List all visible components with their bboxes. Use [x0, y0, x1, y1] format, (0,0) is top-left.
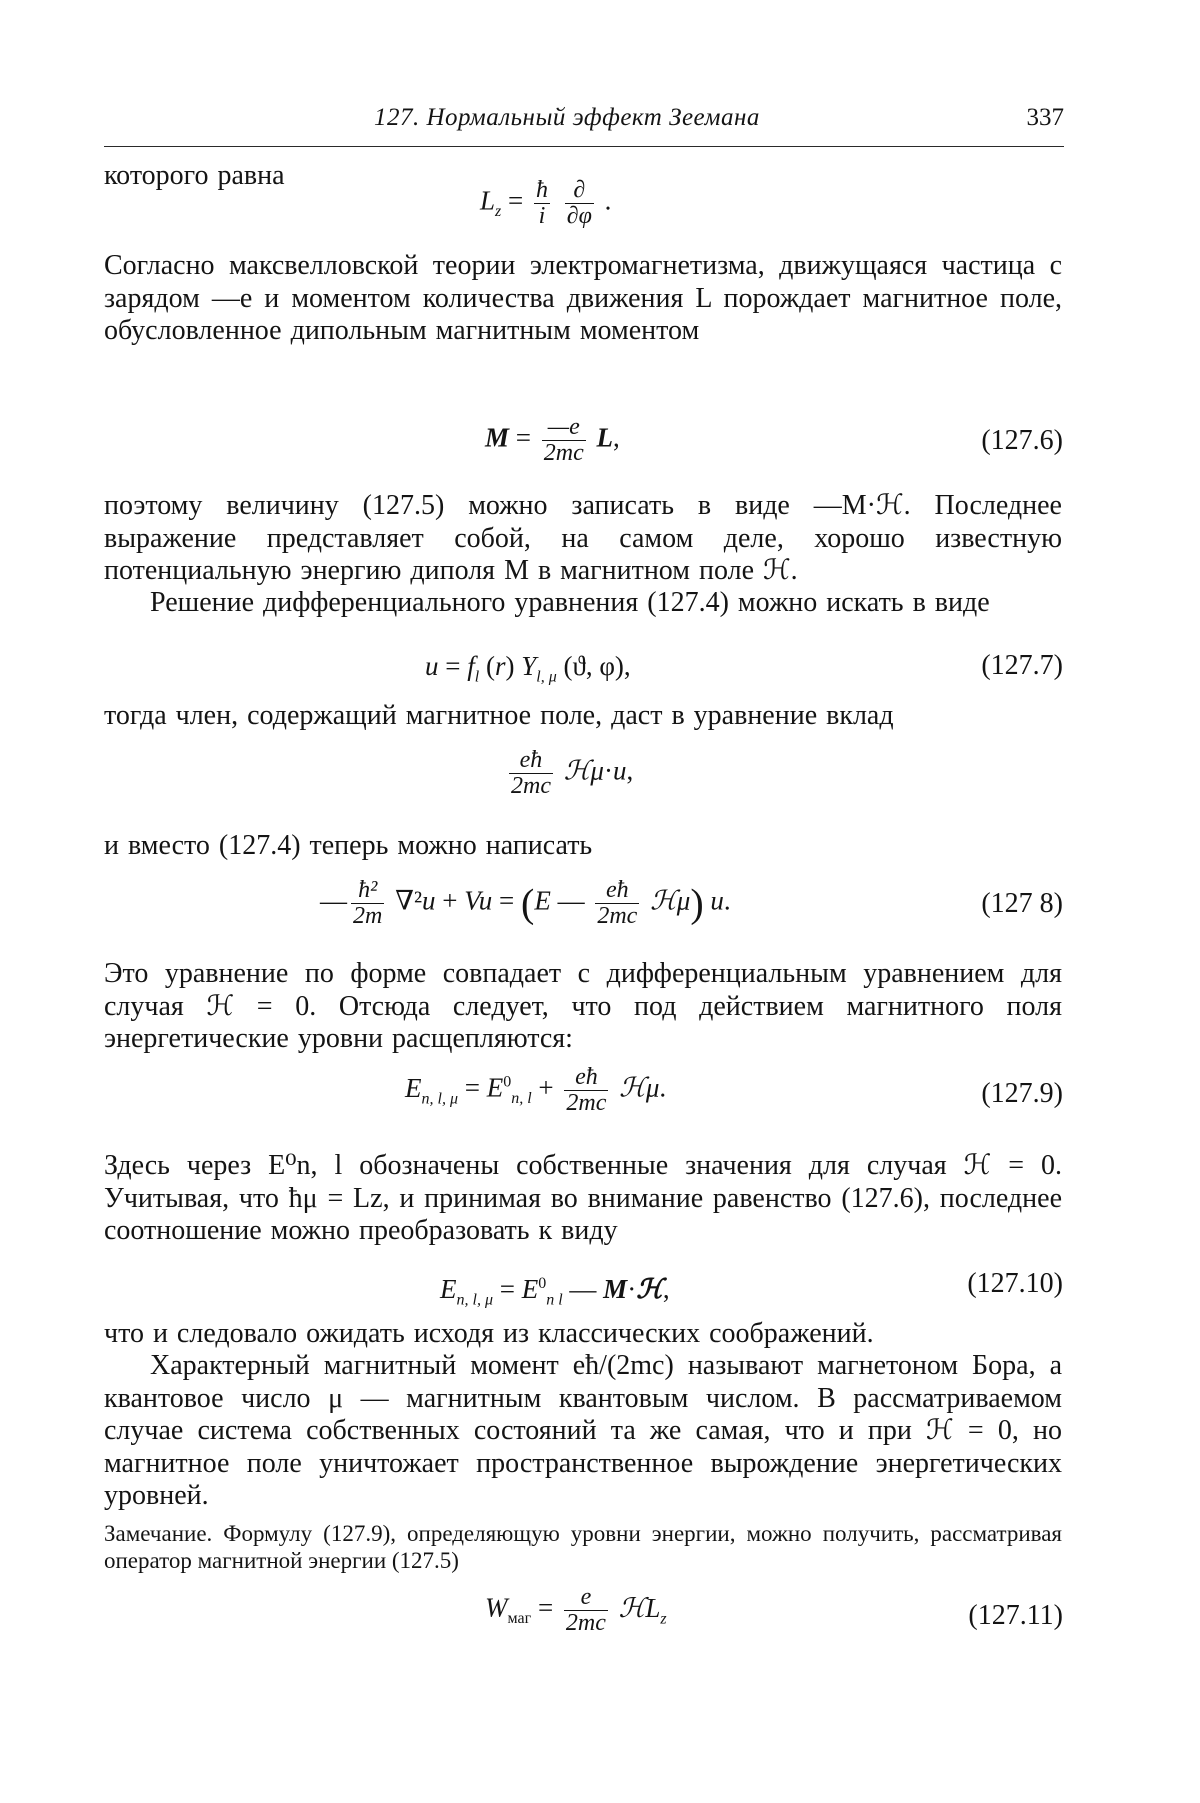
equation-127-6: M = $\frac{—e}{2mc}$ L,: [485, 414, 620, 466]
paragraph-1: Согласно максвелловской теории электромагнетизма, движущаяся частица с зарядом —e и моментом количества движения L порождает магнитное поле, обусловленное дипольным магнитным моментом: [104, 250, 1062, 346]
equation-number-127-9: (127.9): [981, 1078, 1063, 1109]
equation-127-11: $W_{маг}$ = $\frac{e}{2mc}$ ℋL$_z$: [485, 1584, 667, 1636]
equation-number-127-7: (127.7): [981, 650, 1063, 681]
paragraph-2: поэтому величину (127.5) можно записать в виде —M·ℋ. Последнее выражение представляет собой, на самом деле, хорошо известную потенциальную энергию диполя M в магнитном поле ℋ.: [104, 490, 1062, 586]
equation-contribution: $\frac{eħ}{2mc}$ ℋμ·u,: [511, 747, 634, 799]
page-number: 337: [1026, 104, 1064, 131]
equation-127-9: $E_{n, l, \mu} = E^0_{n, l}$ + $\frac{eħ}{2mc}$ ℋμ.: [405, 1064, 667, 1116]
intro-text: которого равна: [104, 160, 285, 191]
equation-number-127-8: (127 8): [981, 888, 1063, 919]
equation-number-127-10: (127.10): [967, 1268, 1063, 1299]
paragraph-6: Это уравнение по форме совпадает с дифференциальным уравнением для случая ℋ = 0. Отсюда следует, что под действием магнитного поля энергетические уровни расщепляются:: [104, 958, 1062, 1054]
remark-note: Замечание. Формулу (127.9), определяющую уровни энергии, можно получить, рассматривая оператор магнитной энергии (127.5): [104, 1521, 1062, 1573]
paragraph-3: Решение дифференциального уравнения (127.4) можно искать в виде: [150, 587, 990, 618]
paragraph-5: и вместо (127.4) теперь можно написать: [104, 830, 593, 861]
paragraph-9: Характерный магнитный момент eħ/(2mc) называют магнетоном Бора, а квантовое число μ — магнитным квантовым числом. В рассматриваемом случае система собственных состояний та же самая, что и при ℋ = 0, но магнитное поле уничтожает пространственное вырождение энергетических уровней.: [104, 1350, 1062, 1511]
paragraph-4: тогда член, содержащий магнитное поле, даст в уравнение вклад: [104, 700, 894, 731]
equation-number-127-11: (127.11): [968, 1600, 1063, 1631]
equation-127-7: $u = f_l$ (r) $Y_{l, \mu}$ (ϑ, φ),: [425, 651, 631, 686]
paragraph-7: Здесь через E⁰n, l обозначены собственные значения для случая ℋ = 0. Учитывая, что ħμ = Lz, и принимая во внимание равенство (127.6), последнее соотношение можно преобразовать к виду: [104, 1150, 1062, 1246]
equation-127-10: $E_{n, l, \mu} = E^0_{n l}$ — M·ℋ,: [440, 1274, 670, 1309]
equation-127-8: — $\frac{\text{ħ²}}{2m}$ ∇²u + Vu = (E — $\frac{eħ}{2mc}$ ℋμ) u.: [320, 877, 731, 929]
running-title: 127. Нормальный эффект Зеемана: [374, 104, 760, 131]
equation-lz: $L_z$ = $\frac{ħ}{i}$ $\frac{\partial}{\partial\varphi}$ .: [480, 177, 612, 229]
paragraph-8: что и следовало ожидать исходя из классических соображений.: [104, 1318, 874, 1349]
equation-number-127-6: (127.6): [981, 425, 1063, 456]
page-header: [104, 96, 1064, 147]
